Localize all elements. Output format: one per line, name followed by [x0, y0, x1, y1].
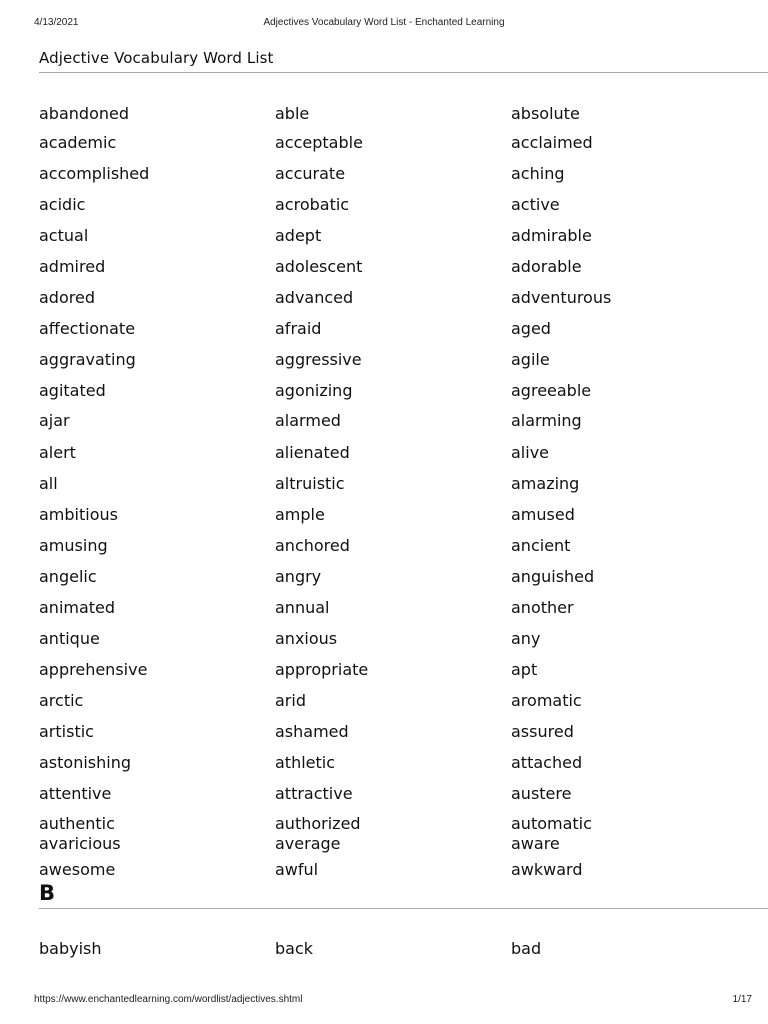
- adjective-word: babyish: [39, 939, 102, 958]
- adjective-word: adorable: [511, 257, 582, 276]
- adjective-word: awesome: [39, 860, 116, 879]
- adjective-word: awful: [275, 860, 319, 879]
- page-title: Adjective Vocabulary Word List: [39, 49, 274, 67]
- adjective-word: athletic: [275, 753, 336, 772]
- adjective-word: average: [275, 834, 341, 853]
- adjective-word: ambitious: [39, 505, 118, 524]
- adjective-word: all: [39, 474, 58, 493]
- print-header: [0, 17, 768, 33]
- adjective-word: alienated: [275, 443, 350, 462]
- adjective-word: bad: [511, 939, 542, 958]
- adjective-word: anguished: [511, 567, 595, 586]
- adjective-word: attractive: [275, 784, 353, 803]
- adjective-word: aggravating: [39, 350, 136, 369]
- adjective-word: agreeable: [511, 381, 592, 400]
- adjective-word: annual: [275, 598, 330, 617]
- adjective-word: active: [511, 195, 560, 214]
- adjective-word: adventurous: [511, 288, 612, 307]
- print-date: 4/13/2021: [34, 17, 79, 28]
- adjective-word: back: [275, 939, 314, 958]
- adjective-word: appropriate: [275, 660, 369, 679]
- adjective-word: arid: [275, 691, 306, 710]
- adjective-word: authentic: [39, 814, 115, 833]
- adjective-word: adolescent: [275, 257, 363, 276]
- adjective-word: agile: [511, 350, 550, 369]
- adjective-word: amusing: [39, 536, 108, 555]
- adjective-word: aromatic: [511, 691, 582, 710]
- adjective-word: aged: [511, 319, 551, 338]
- print-url: https://www.enchantedlearning.com/wordlist/adjectives.shtml: [34, 994, 303, 1005]
- adjective-word: afraid: [275, 319, 322, 338]
- adjective-word: acidic: [39, 195, 86, 214]
- adjective-word: authorized: [275, 814, 361, 833]
- adjective-word: agonizing: [275, 381, 353, 400]
- adjective-word: astonishing: [39, 753, 132, 772]
- adjective-word: angelic: [39, 567, 97, 586]
- adjective-word: any: [511, 629, 541, 648]
- adjective-word: artistic: [39, 722, 94, 741]
- adjective-word: arctic: [39, 691, 84, 710]
- print-footer: [0, 994, 768, 1008]
- adjective-word: attached: [511, 753, 583, 772]
- adjective-word: apt: [511, 660, 538, 679]
- print-document-title: Adjectives Vocabulary Word List - Enchanted Learning: [263, 17, 505, 28]
- adjective-word: austere: [511, 784, 572, 803]
- adjective-word: accurate: [275, 164, 346, 183]
- adjective-word: alive: [511, 443, 550, 462]
- page-number: 1/17: [732, 994, 752, 1005]
- adjective-word: amazing: [511, 474, 580, 493]
- adjective-word: acrobatic: [275, 195, 350, 214]
- adjective-word: affectionate: [39, 319, 136, 338]
- adjective-word: anchored: [275, 536, 350, 555]
- title-divider: [39, 72, 768, 73]
- adjective-word: automatic: [511, 814, 592, 833]
- adjective-word: awkward: [511, 860, 583, 879]
- adjective-word: adored: [39, 288, 95, 307]
- adjective-word: apprehensive: [39, 660, 148, 679]
- adjective-word: altruistic: [275, 474, 345, 493]
- adjective-word: actual: [39, 226, 89, 245]
- section-b-heading: B: [39, 881, 56, 905]
- adjective-word: abandoned: [39, 104, 129, 123]
- adjective-word: aware: [511, 834, 560, 853]
- adjective-word: antique: [39, 629, 100, 648]
- adjective-word: able: [275, 104, 310, 123]
- adjective-word: agitated: [39, 381, 106, 400]
- adjective-word: another: [511, 598, 574, 617]
- adjective-word: alarming: [511, 411, 582, 430]
- adjective-word: amused: [511, 505, 575, 524]
- adjective-word: assured: [511, 722, 574, 741]
- adjective-word: acclaimed: [511, 133, 593, 152]
- adjective-word: angry: [275, 567, 322, 586]
- adjective-word: academic: [39, 133, 117, 152]
- adjective-word: adept: [275, 226, 322, 245]
- adjective-word: absolute: [511, 104, 580, 123]
- adjective-word: aching: [511, 164, 565, 183]
- section-b-divider: [39, 908, 768, 909]
- adjective-word: ajar: [39, 411, 70, 430]
- adjective-word: acceptable: [275, 133, 363, 152]
- adjective-word: avaricious: [39, 834, 121, 853]
- adjective-word: admirable: [511, 226, 592, 245]
- adjective-word: ample: [275, 505, 325, 524]
- adjective-word: advanced: [275, 288, 354, 307]
- adjective-word: attentive: [39, 784, 112, 803]
- adjective-word: accomplished: [39, 164, 150, 183]
- adjective-word: admired: [39, 257, 106, 276]
- adjective-word: anxious: [275, 629, 338, 648]
- adjective-word: ancient: [511, 536, 571, 555]
- adjective-word: ashamed: [275, 722, 349, 741]
- adjective-word: alert: [39, 443, 76, 462]
- adjective-word: aggressive: [275, 350, 362, 369]
- adjective-word: animated: [39, 598, 116, 617]
- adjective-word: alarmed: [275, 411, 341, 430]
